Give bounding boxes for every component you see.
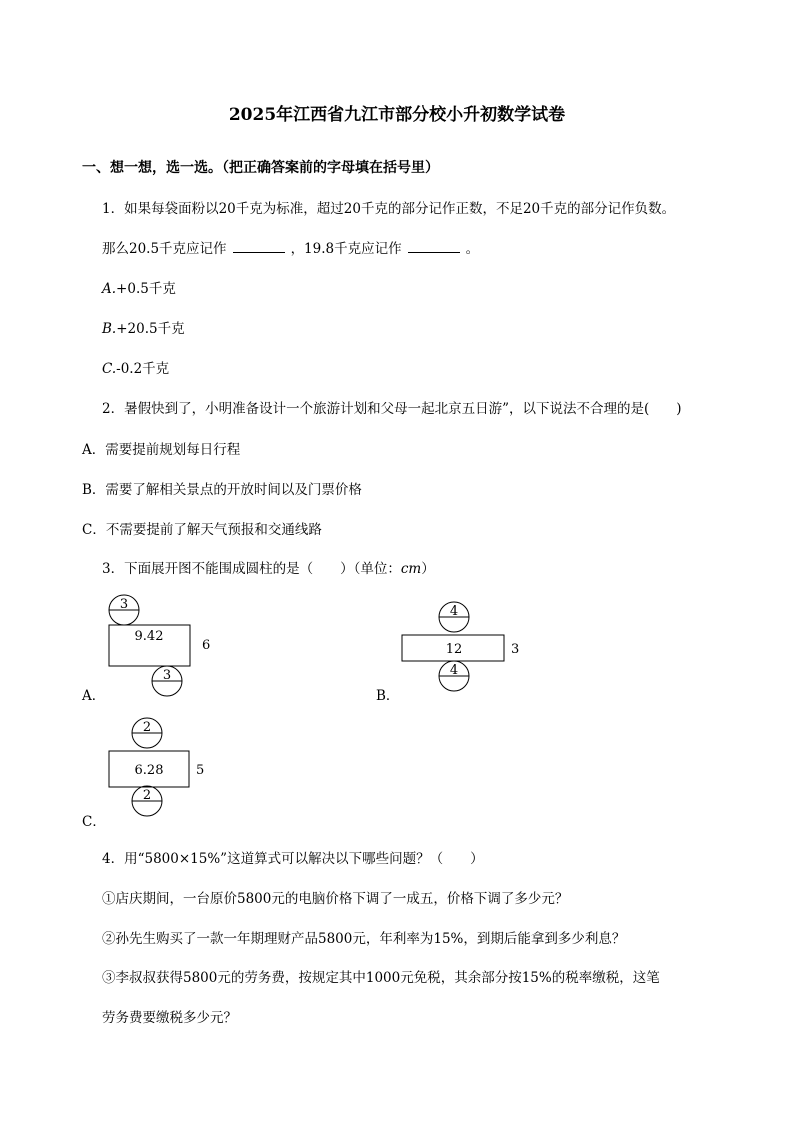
q2-option-a[interactable]: A．需要提前规划每日行程 [82,442,241,458]
option-text: -0.2千克 [116,361,170,377]
q4-item-2: ②孙先生购买了一款一年期理财产品5800元，年利率为15%，到期后能拿到多少利息？ [102,931,626,947]
page-title: 2025年江西省九江市部分校小升初数学试卷 [228,105,566,125]
q2-stem: 2．暑假快到了，小明准备设计一个旅游计划和父母一起北京五日游”，以下说法不合理的是( ) [102,401,682,417]
q3-text: 3．下面展开图不能围成圆柱的是（ ）（单位： [102,561,401,577]
bottom-circle-label: 4 [449,663,459,678]
q1-blank-1[interactable] [233,240,285,253]
q1-option-c[interactable] [102,357,169,377]
figure-b [396,600,536,700]
figure-b-label[interactable]: B． [376,688,400,704]
side-label: 3 [511,642,520,657]
q3-unit: cm [400,561,422,577]
rect-label: 9.42 [134,629,164,644]
option-text: +0.5千克 [116,281,176,297]
bottom-circle [132,786,162,816]
top-circle-label: 4 [449,604,459,619]
q4-item-1: ①店庆期间，一台原价5800元的电脑价格下调了一成五，价格下调了多少元？ [102,891,569,907]
option-letter: A. [102,281,117,297]
side-label: 5 [196,763,205,778]
q3-text-end: ） [421,561,435,577]
q4-stem: 4．用“5800×15%”这道算式可以解决以下哪些问题？（ ） [102,851,484,867]
option-letter: B. [102,321,117,337]
bottom-circle-label: 2 [142,788,152,803]
q4-item-3: ③李叔叔获得5800元的劳务费，按规定其中1000元免税，其余部分按15%的税率缴税，这笔 [102,970,660,986]
q1-stem: 1．如果每袋面粉以20千克为标准，超过20千克的部分记作正数，不足20千克的部分记作负数。 [102,201,676,217]
section-heading: 一、想一想，选一选。（把正确答案前的字母填在括号里） [82,160,439,176]
q1-blank-2[interactable] [408,240,460,253]
rect-label: 12 [445,642,463,657]
q1-option-b[interactable] [102,317,185,337]
q3-stem [102,557,435,577]
top-circle-label: 3 [119,597,129,612]
bottom-circle-label: 3 [162,668,172,683]
q1-text-b: ，19.8千克应记作 [290,241,402,257]
figure-c-label[interactable]: C． [82,814,106,830]
q1-option-a[interactable] [102,277,176,297]
q1-text-c: 。 [465,241,480,257]
top-circle [439,602,469,632]
top-circle [132,718,162,748]
q1-line2 [102,237,479,257]
q4-item-3-cont: 劳务费要缴税多少元？ [102,1010,237,1026]
side-label: 6 [202,638,211,653]
option-text: +20.5千克 [116,321,185,337]
figure-a-label[interactable]: A． [82,688,106,704]
figure-c [100,716,220,816]
top-circle-label: 2 [142,720,152,735]
q1-text-a: 那么20.5千克应记作 [102,241,227,257]
q2-option-c[interactable]: C．不需要提前了解天气预报和交通线路 [82,522,322,538]
top-circle [109,595,139,625]
q2-option-b[interactable]: B．需要了解相关景点的开放时间以及门票价格 [82,482,362,498]
rect-label: 6.28 [134,763,164,778]
option-letter: C. [102,361,117,377]
bottom-circle [152,666,182,696]
bottom-circle [439,661,469,691]
